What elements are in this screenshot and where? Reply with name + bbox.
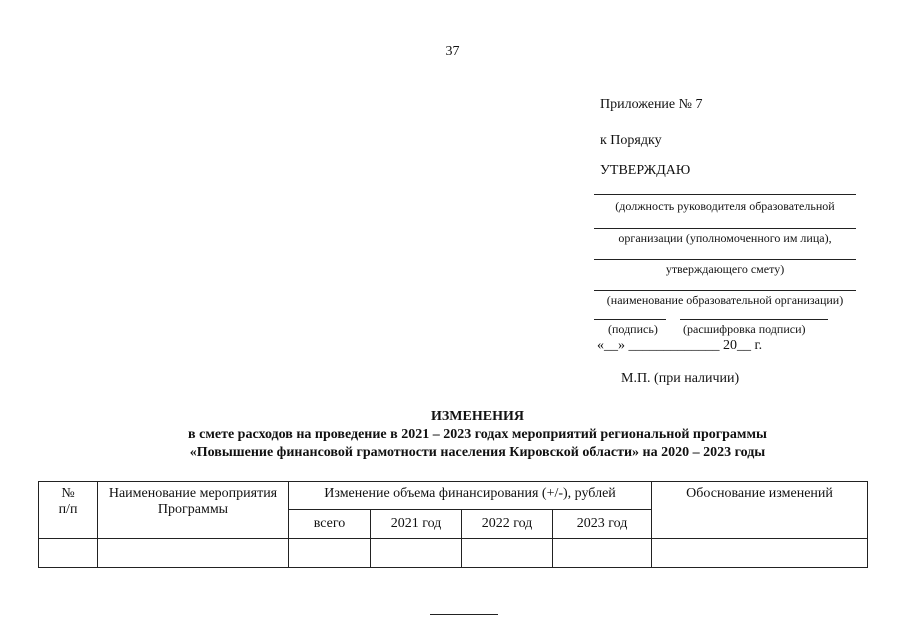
header-change: Изменение объема финансирования (+/-), рублей — [289, 482, 652, 510]
header-reason: Обоснование изменений — [652, 482, 868, 539]
table-cell — [652, 539, 868, 568]
org-hint: организации (уполномоченного им лица), — [618, 231, 832, 245]
page-number: 37 — [445, 44, 460, 59]
table-cell — [39, 539, 98, 568]
seal-label: М.П. (при наличии) — [621, 371, 740, 386]
table-cell — [289, 539, 371, 568]
org-line — [594, 228, 856, 229]
org-name-line — [594, 290, 856, 291]
table-cell — [98, 539, 289, 568]
to-order-label: к Порядку — [600, 133, 662, 148]
approve-label: УТВЕРЖДАЮ — [600, 163, 691, 178]
table-cell — [462, 539, 553, 568]
date-line: «__» _____________ 20__ г. — [597, 338, 763, 353]
changes-table — [38, 481, 868, 568]
header-total: всего — [289, 510, 371, 539]
header-name-line2: Программы — [157, 502, 229, 517]
header-number — [39, 482, 98, 539]
header-2021: 2021 год — [371, 510, 462, 539]
position-hint: (должность руководителя образовательной — [615, 199, 835, 213]
approving-line — [594, 259, 856, 260]
footnote-rule — [430, 614, 498, 615]
org-name-hint: (наименование образовательной организации) — [606, 293, 844, 307]
header-name — [98, 482, 289, 539]
document-title: ИЗМЕНЕНИЯ — [431, 409, 524, 424]
approving-hint: утверждающего смету) — [665, 262, 785, 276]
document-subtitle-line2: «Повышение финансовой грамотности населения Кировской области» на 2020 – 2023 годы — [189, 445, 766, 460]
header-name-line1: Наименование мероприятия — [108, 486, 278, 501]
signature-decoding-line — [680, 319, 828, 320]
signature-decoding-hint: (расшифровка подписи) — [683, 322, 806, 336]
header-number-line1: № — [61, 486, 75, 501]
signature-line — [594, 319, 666, 320]
signature-hint: (подпись) — [608, 322, 658, 336]
appendix-label: Приложение № 7 — [600, 97, 703, 112]
position-line — [594, 194, 856, 195]
table-cell — [371, 539, 462, 568]
table-row — [39, 539, 868, 568]
header-2022: 2022 год — [462, 510, 553, 539]
header-2023: 2023 год — [553, 510, 652, 539]
document-subtitle-line1: в смете расходов на проведение в 2021 – 2023 годах мероприятий региональной программы — [188, 427, 767, 442]
header-number-line2: п/п — [58, 502, 78, 517]
table-cell — [553, 539, 652, 568]
